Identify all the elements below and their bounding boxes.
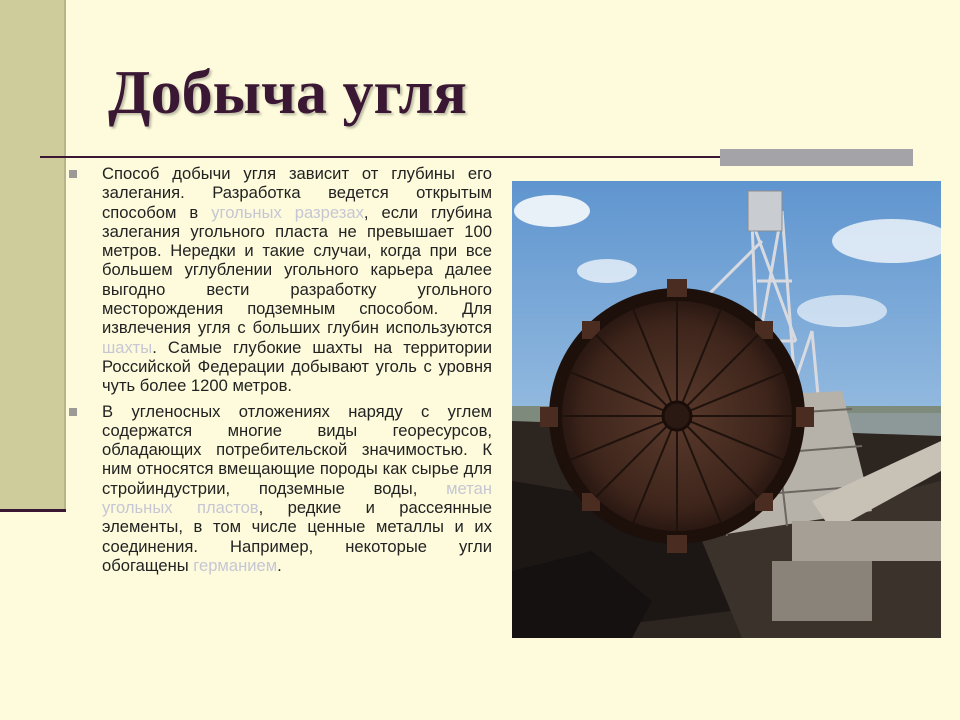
bullet-text: . — [277, 555, 282, 575]
link-coal-bed-methane[interactable]: метан угольных пластов — [102, 478, 492, 518]
bullet-item — [68, 402, 492, 576]
bullet-text: В угленосных отложениях наряду с углем содержатся многие виды георесурсов, обладающих потребительской значимостью. К ним относятся вмещающие породы как сырье для стройиндустрии, подземные воды, — [102, 401, 492, 498]
square-bullet-icon — [69, 408, 77, 416]
bullet-list — [68, 164, 492, 581]
side-band — [0, 0, 66, 511]
bullet-text: . Самые глубокие шахты на территории Российской Федерации добывают уголь с уровня чуть более 1200 метров. — [102, 337, 492, 396]
bullet-item — [68, 164, 492, 396]
bullet-text: Способ добычи угля зависит от глубины его залегания. Разработка ведется открытым способом в — [102, 164, 492, 222]
bucket-wheel-excavator-photo — [512, 181, 941, 638]
bullet-text: , если глубина залегания угольного пласта не превышает 100 метров. Нередки и такие случаи, когда при все большем углублении угольного карьера далее выгодно вести разработку угольного месторождения подземным способом. Для извлечения угля с больших глубин используются — [102, 202, 493, 338]
divider-accent-bar — [720, 149, 913, 166]
side-band-underline — [0, 509, 66, 512]
link-mines[interactable]: шахты — [102, 337, 153, 357]
bullet-text: , редкие и рассеянные элементы, в том числе ценные металлы и их соединения. Например, некоторые угли обогащены — [102, 498, 492, 575]
square-bullet-icon — [69, 170, 77, 178]
link-germanium[interactable]: германием — [193, 555, 278, 575]
link-coal-pits[interactable]: угольных разрезах — [211, 202, 364, 222]
slide-title: Добыча угля — [108, 59, 467, 127]
